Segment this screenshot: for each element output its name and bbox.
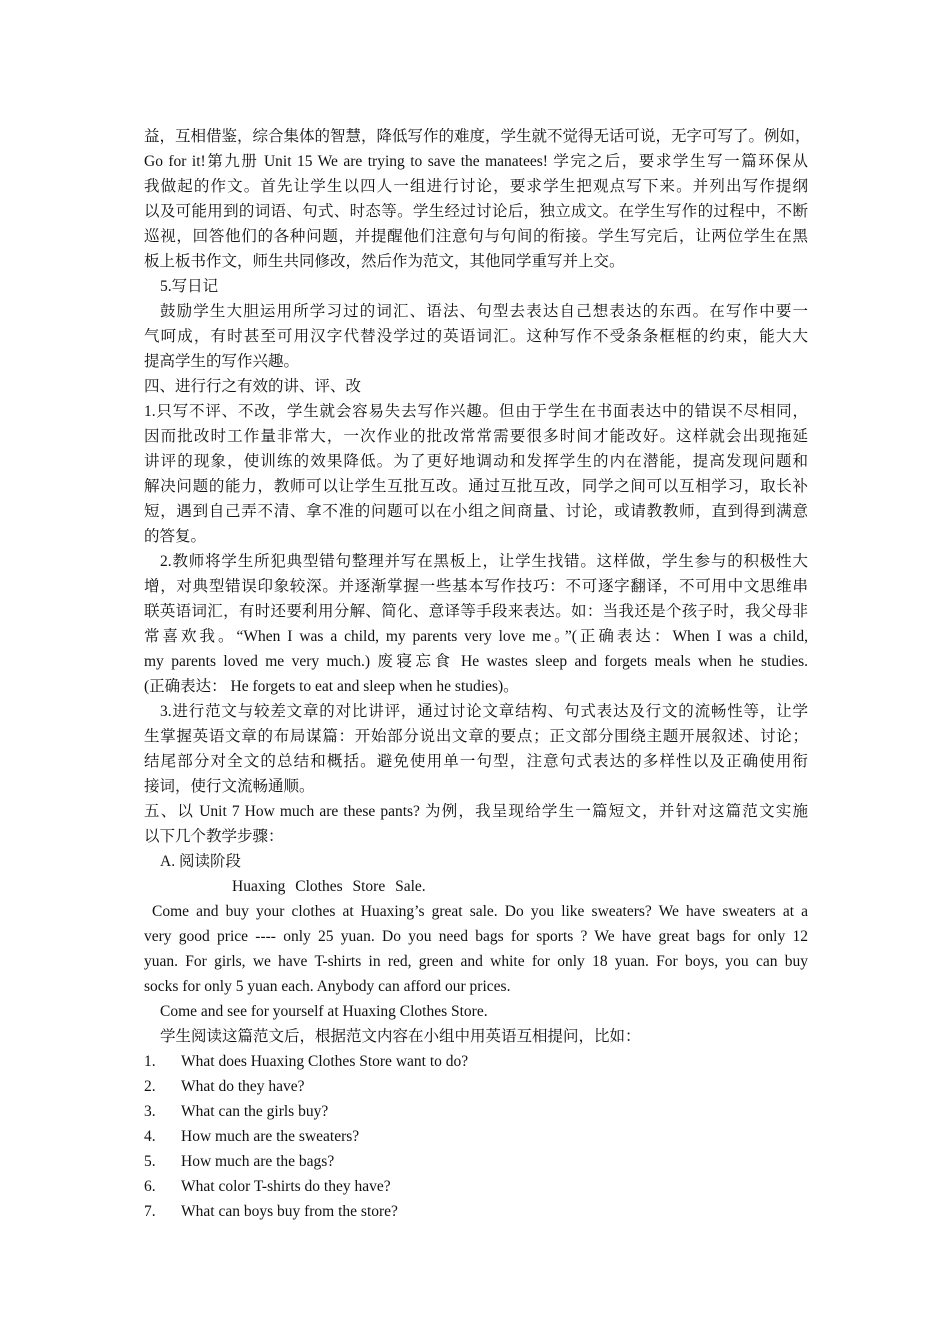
- paragraph-line: 以及可能用到的词语、句式、时态等。学生经过讨论后，独立成文。在学生写作的过程中，不断: [144, 203, 808, 220]
- paragraph-line: 气呵成，有时甚至可用汉字代替没学过的英语词汇。这种写作不受条条框框的约束，能大大: [144, 328, 808, 345]
- paragraph-line: 提高学生的写作兴趣。: [144, 353, 300, 370]
- list-number: 4.: [144, 1128, 156, 1145]
- paragraph-line: 巡视，回答他们的各种问题，并提醒他们注意句与句间的衔接。学生写完后，让两位学生在黑: [144, 228, 808, 245]
- list-number: 1.: [144, 1053, 156, 1070]
- paragraph-line: 板上板书作文，师生共同修改，然后作为范文，其他同学重写并上交。: [144, 253, 625, 270]
- list-text: What does Huaxing Clothes Store want to do?: [181, 1053, 469, 1070]
- article-line: Come and see for yourself at Huaxing Clothes Store.: [160, 1003, 488, 1020]
- list-text: What can the girls buy?: [181, 1103, 329, 1120]
- document-page: [144, 124, 811, 1224]
- paragraph-line: 我做起的作文。首先让学生以四人一组进行讨论，要求学生把观点写下来。并列出写作提纲: [144, 178, 808, 195]
- paragraph-line: 五、以 Unit 7 How much are these pants? 为例，我呈现给学生一篇短文，并针对这篇范文实施: [144, 803, 808, 820]
- section-heading: A. 阅读阶段: [160, 853, 241, 870]
- article-title: Huaxing Clothes Store Sale.: [232, 878, 426, 895]
- list-text: What do they have?: [181, 1078, 305, 1095]
- paragraph-line: my parents loved me very much.) 废寝忘食 He wastes sleep and forgets meals when he studies.: [144, 653, 808, 670]
- list-text: How much are the bags?: [181, 1153, 335, 1170]
- paragraph-line: 结尾部分对全文的总结和概括。避免使用单一句型，注意句式表达的多样性以及正确使用衔: [144, 753, 808, 770]
- paragraph-line: 学生阅读这篇范文后，根据范文内容在小组中用英语互相提问，比如：: [160, 1028, 641, 1045]
- paragraph-line: 解决问题的能力，教师可以让学生互批互改。通过互批互改，同学之间可以互相学习，取长补: [144, 478, 808, 495]
- paragraph-line: 鼓励学生大胆运用所学习过的词汇、语法、句型去表达自己想表达的东西。在写作中要一: [160, 303, 808, 320]
- paragraph-line: 2.教师将学生所犯典型错句整理并写在黑板上，让学生找错。这样做，学生参与的积极性大: [160, 553, 808, 570]
- list-text: What can boys buy from the store?: [181, 1203, 398, 1220]
- paragraph-line: (正确表达： He forgets to eat and sleep when he studies)。: [144, 678, 519, 695]
- article-line: yuan. For girls, we have T-shirts in red, green and white for only 18 yuan. For boys, you can buy: [144, 953, 808, 970]
- list-number: 3.: [144, 1103, 156, 1120]
- paragraph-line: 联英语词汇，有时还要利用分解、简化、意译等手段来表达。如：当我还是个孩子时，我父母非: [144, 603, 808, 620]
- paragraph-line: 讲评的现象，使训练的效果降低。为了更好地调动和发挥学生的内在潜能，提高发现问题和: [144, 453, 808, 470]
- list-item: [144, 1149, 808, 1174]
- paragraph-line: 1.只写不评、不改，学生就会容易失去写作兴趣。但由于学生在书面表达中的错误不尽相同，: [144, 403, 808, 420]
- article-line: Come and buy your clothes at Huaxing’s great sale. Do you like sweaters? We have sweaters at a: [152, 903, 808, 920]
- question-list: [144, 1049, 808, 1224]
- article-line: socks for only 5 yuan each. Anybody can afford our prices.: [144, 978, 511, 995]
- section-heading: 5.写日记: [160, 278, 219, 295]
- paragraph-line: 因而批改时工作量非常大，一次作业的批改常常需要很多时间才能改好。这样就会出现拖延: [144, 428, 808, 445]
- list-text: How much are the sweaters?: [181, 1128, 360, 1145]
- paragraph-line: 生掌握英语文章的布局谋篇：开始部分说出文章的要点；正文部分围绕主题开展叙述、讨论；: [144, 728, 808, 745]
- section-heading: 四、进行行之有效的讲、评、改: [144, 378, 362, 395]
- list-item: [144, 1099, 808, 1124]
- list-number: 2.: [144, 1078, 156, 1095]
- list-item: [144, 1199, 808, 1224]
- article-line: very good price ---- only 25 yuan. Do you need bags for sports ? We have great bags for only 12: [144, 928, 808, 945]
- paragraph-line: 短，遇到自己弄不清、拿不准的问题可以在小组之间商量、讨论，或请教教师，直到得到满意: [144, 503, 808, 520]
- paragraph-line: 以下几个教学步骤：: [144, 828, 284, 845]
- list-number: 7.: [144, 1203, 156, 1220]
- list-item: [144, 1049, 808, 1074]
- paragraph-line: 的答复。: [144, 528, 207, 545]
- paragraph-line: Go for it!第九册 Unit 15 We are trying to save the manatees! 学完之后，要求学生写一篇环保从: [144, 153, 808, 170]
- list-number: 5.: [144, 1153, 156, 1170]
- paragraph-line: 常喜欢我。“When I was a child, my parents very love me。”(正确表达：When I was a child,: [144, 628, 808, 645]
- list-item: [144, 1174, 808, 1199]
- paragraph-line: 益，互相借鉴，综合集体的智慧，降低写作的难度，学生就不觉得无话可说，无字可写了。例如，: [144, 128, 811, 145]
- list-item: [144, 1074, 808, 1099]
- list-item: [144, 1124, 808, 1149]
- list-text: What color T-shirts do they have?: [181, 1178, 391, 1195]
- paragraph-line: 3.进行范文与较差文章的对比讲评，通过讨论文章结构、句式表达及行文的流畅性等，让学: [160, 703, 808, 720]
- paragraph-line: 增，对典型错误印象较深。并逐渐掌握一些基本写作技巧：不可逐字翻译，不可用中文思维串: [144, 578, 808, 595]
- list-number: 6.: [144, 1178, 156, 1195]
- paragraph-line: 接词，使行文流畅通顺。: [144, 778, 315, 795]
